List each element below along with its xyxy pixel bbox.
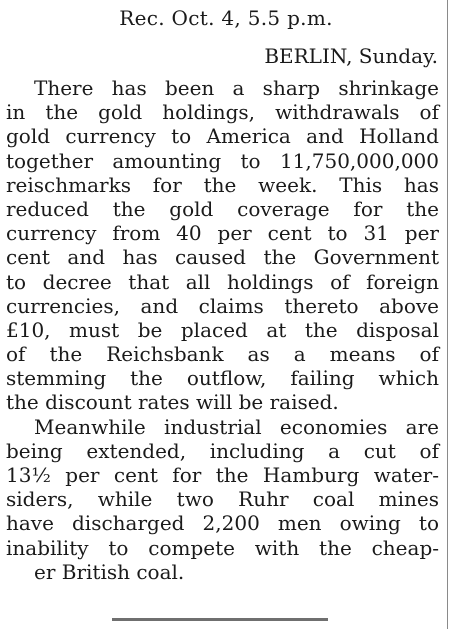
paragraph-2 [6, 415, 439, 584]
text-line: reischmarks for the week. This has [6, 172, 439, 197]
text-line: currencies, and claims thereto above [6, 293, 439, 318]
text-line: There has been a sharp shrinkage [34, 76, 439, 100]
dateline: BERLIN, Sunday. [264, 44, 438, 68]
text-line: the discount rates will be raised. [6, 390, 339, 415]
text-line: together amounting to 11,750,000,000 [6, 148, 439, 173]
text-line: being extended, including a cut of [6, 438, 439, 463]
text-line: to decree that all holdings of foreign [6, 269, 439, 294]
article-body [6, 76, 439, 584]
text-line: reduced the gold coverage for the [6, 196, 439, 221]
text-line: Meanwhile industrial economies are [34, 414, 439, 439]
text-line: stemming the outflow, failing which [6, 366, 439, 391]
text-line: cent and has caused the Government [6, 245, 439, 270]
column-rule [447, 0, 448, 629]
text-line: in the gold holdings, withdrawals of [6, 100, 439, 125]
text-line: siders, while two Ruhr coal mines [6, 487, 439, 512]
text-line: currency from 40 per cent to 31 per [6, 221, 439, 246]
bottom-rule [112, 618, 328, 621]
text-line: have discharged 2,200 men owing to [6, 511, 439, 536]
text-line: of the Reichsbank as a means of [6, 342, 439, 367]
paragraph-1 [6, 76, 439, 415]
text-line: gold currency to America and Holland [6, 124, 439, 149]
text-line: 13½ per cent for the Hamburg water- [6, 463, 439, 487]
received-line: Rec. Oct. 4, 5.5 p.m. [119, 6, 333, 30]
text-line: inability to compete with the cheap- [6, 535, 439, 560]
text-line: er British coal. [34, 559, 185, 584]
text-line: £10, must be placed at the disposal [6, 317, 439, 342]
